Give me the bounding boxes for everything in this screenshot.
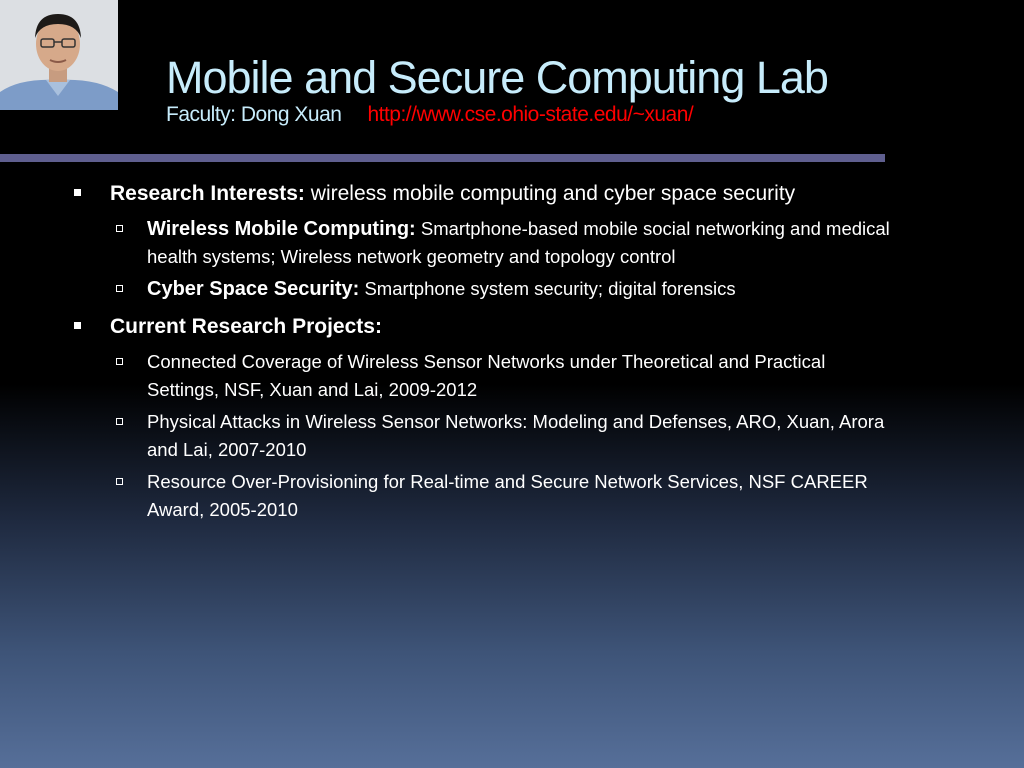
bullet-research-interests bbox=[72, 178, 902, 209]
sub-bullet-text: Smartphone-based mobile social networking and medical health systems; Wireless network geometry and topology control bbox=[147, 218, 890, 267]
hollow-square-bullet-icon bbox=[116, 418, 123, 425]
faculty-url-link[interactable]: http://www.cse.ohio-state.edu/~xuan/ bbox=[367, 103, 694, 126]
slide-title: Mobile and Secure Computing Lab bbox=[166, 52, 828, 103]
bullet-current-projects bbox=[72, 311, 902, 342]
square-bullet-icon bbox=[74, 189, 81, 196]
sub-bullet-project-1 bbox=[72, 348, 902, 404]
slide-body bbox=[72, 178, 902, 528]
hollow-square-bullet-icon bbox=[116, 285, 123, 292]
sub-bullet-cyber-security bbox=[72, 275, 902, 303]
sub-bullet-project-2 bbox=[72, 408, 902, 464]
title-divider bbox=[0, 154, 885, 162]
sub-bullet-text: Physical Attacks in Wireless Sensor Networks: Modeling and Defenses, ARO, Xuan, Arora and Lai, 2007-2010 bbox=[147, 411, 885, 460]
sub-bullet-wireless-mobile bbox=[72, 215, 902, 271]
sub-bullet-project-3 bbox=[72, 468, 902, 524]
sub-bullet-heading: Wireless Mobile Computing: bbox=[147, 218, 416, 240]
slide-subtitle bbox=[166, 102, 828, 128]
title-block bbox=[166, 52, 828, 128]
sub-bullet-text: Connected Coverage of Wireless Sensor Networks under Theoretical and Practical Settings, NSF, Xuan and Lai, 2009-2012 bbox=[147, 351, 826, 400]
sub-bullet-heading: Cyber Space Security: bbox=[147, 278, 360, 300]
hollow-square-bullet-icon bbox=[116, 225, 123, 232]
sub-bullet-text: Resource Over-Provisioning for Real-time and Secure Network Services, NSF CAREER Award, 2005-2010 bbox=[147, 471, 868, 520]
portrait-image bbox=[0, 0, 118, 110]
square-bullet-icon bbox=[74, 322, 81, 329]
faculty-name: Faculty: Dong Xuan bbox=[166, 103, 342, 126]
bullet-heading: Research Interests: bbox=[110, 182, 305, 205]
bullet-text: wireless mobile computing and cyber space security bbox=[304, 182, 796, 205]
bullet-heading: Current Research Projects: bbox=[110, 315, 382, 338]
hollow-square-bullet-icon bbox=[116, 478, 123, 485]
faculty-photo bbox=[0, 0, 118, 110]
sub-bullet-text: Smartphone system security; digital forensics bbox=[359, 278, 736, 299]
hollow-square-bullet-icon bbox=[116, 358, 123, 365]
